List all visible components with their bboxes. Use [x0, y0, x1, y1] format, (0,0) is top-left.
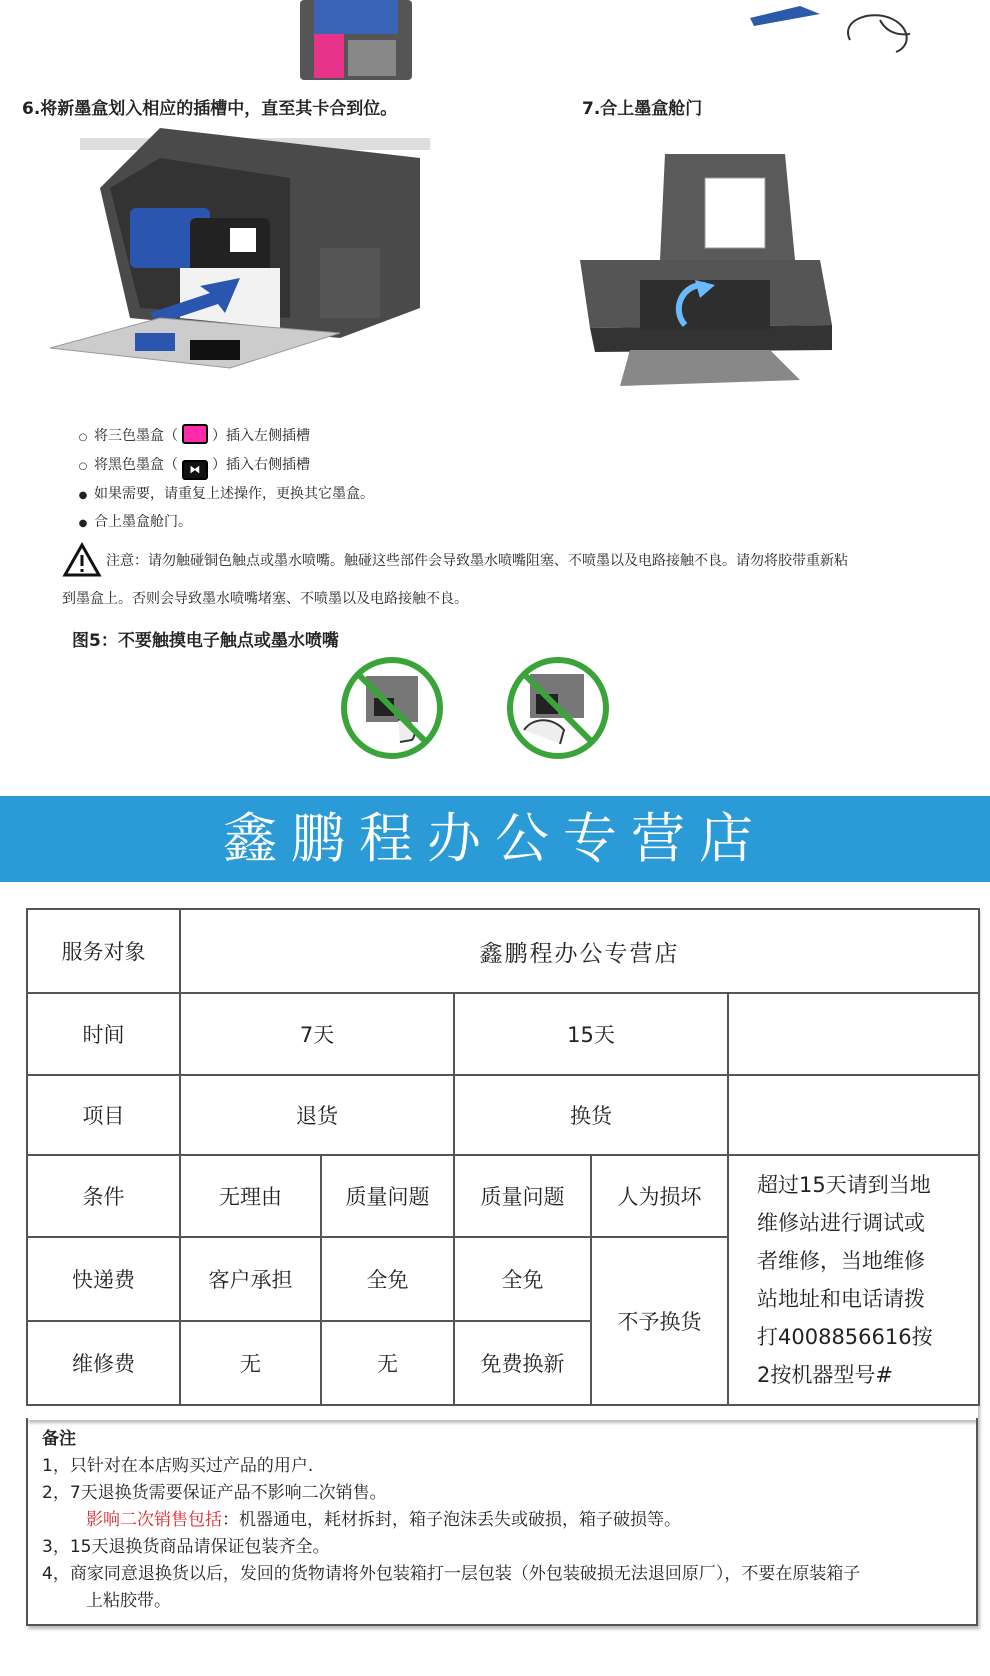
remarks-title: 备注 — [42, 1429, 76, 1449]
list-item: ○ 将三色墨盒（ ）插入左侧插槽 — [72, 424, 310, 448]
row-label-object: 服务对象 — [27, 909, 180, 993]
row-label-condition: 条件 — [27, 1155, 180, 1237]
list-item: ● 如果需要，请重复上述操作，更换其它墨盒。 — [78, 486, 374, 502]
row-label-shipping: 快递费 — [27, 1237, 180, 1321]
store-banner: 鑫鹏程办公专营店 — [0, 796, 990, 882]
step7-title: 7.合上墨盒舱门 — [582, 99, 703, 119]
table-row — [27, 993, 979, 1075]
shipping-free-exchange: 全免 — [454, 1237, 591, 1321]
item-return: 退货 — [180, 1075, 454, 1155]
time-7-days: 7天 — [180, 993, 454, 1075]
step6-title: 6.将新墨盒划入相应的插槽中，直至其卡合到位。 — [22, 99, 398, 119]
black-cartridge-icon: ⧓ — [182, 460, 208, 480]
hand-illustration-top — [540, 0, 940, 70]
cartridge-insertion-illustration — [40, 118, 440, 390]
list-item: ● 合上墨盒舱门。 — [78, 514, 192, 530]
condition-quality-exchange: 质量问题 — [454, 1155, 591, 1237]
no-touch-contacts-icon — [338, 654, 446, 762]
figure5-title: 图5：不要触摸电子触点或墨水喷嘴 — [72, 631, 339, 651]
item-exchange: 换货 — [454, 1075, 728, 1155]
row-label-item: 项目 — [27, 1075, 180, 1155]
remark-2a: 影响二次销售包括：机器通电，耗材拆封，箱子泡沫丢失或破损，箱子破损等。 — [86, 1510, 681, 1530]
repair-station-note: 超过15天请到当地 维修站进行调试或 者维修，当地维修 站地址和电话请拨 打4008856616按 2按机器型号# — [728, 1155, 979, 1405]
shipping-customer: 客户承担 — [180, 1237, 321, 1321]
table-row — [27, 1155, 979, 1237]
printer-close-illustration — [570, 150, 840, 390]
list-item: ○ 将黑色墨盒（ ⧓ ）插入右侧插槽 — [72, 453, 310, 477]
remark-4: 4，商家同意退换货以后，发回的货物请将外包装箱打一层包装（外包装破损无法退回原厂），不要在原装箱子 — [42, 1564, 861, 1584]
service-object-value: 鑫鹏程办公专营店 — [180, 909, 979, 993]
cartridge-top-illustration — [100, 0, 430, 88]
row-label-time: 时间 — [27, 993, 180, 1075]
return-policy-table — [26, 908, 980, 1406]
repair-none-2: 无 — [321, 1321, 454, 1405]
no-exchange: 不予换货 — [591, 1237, 728, 1405]
caution-note: 注意：请勿触碰铜色触点或墨水喷嘴。触碰这些部件会导致墨水喷嘴阻塞、不喷墨以及电路接触不良。请勿将胶带重新粘 到墨盒上。否则会导致墨水喷嘴堵塞、不喷墨以及电路接触不良。 — [62, 553, 848, 607]
row-label-repair: 维修费 — [27, 1321, 180, 1405]
remark-1: 1，只针对在本店购买过产品的用户. — [42, 1456, 314, 1476]
condition-human-damage: 人为损坏 — [591, 1155, 728, 1237]
shipping-free-return: 全免 — [321, 1237, 454, 1321]
repair-none-1: 无 — [180, 1321, 321, 1405]
table-row — [27, 909, 979, 993]
remarks-section — [26, 1418, 978, 1626]
table-row — [27, 1075, 979, 1155]
time-15-days: 15天 — [454, 993, 728, 1075]
repair-free-replace: 免费换新 — [454, 1321, 591, 1405]
condition-no-reason: 无理由 — [180, 1155, 321, 1237]
remark-4b: 上粘胶带。 — [86, 1591, 171, 1611]
remark-3: 3，15天退换货商品请保证包装齐全。 — [42, 1537, 330, 1557]
condition-quality-return: 质量问题 — [321, 1155, 454, 1237]
remark-2: 2，7天退换货需要保证产品不影响二次销售。 — [42, 1483, 387, 1503]
magenta-cartridge-icon — [182, 424, 208, 444]
no-touch-nozzles-icon — [504, 654, 612, 762]
